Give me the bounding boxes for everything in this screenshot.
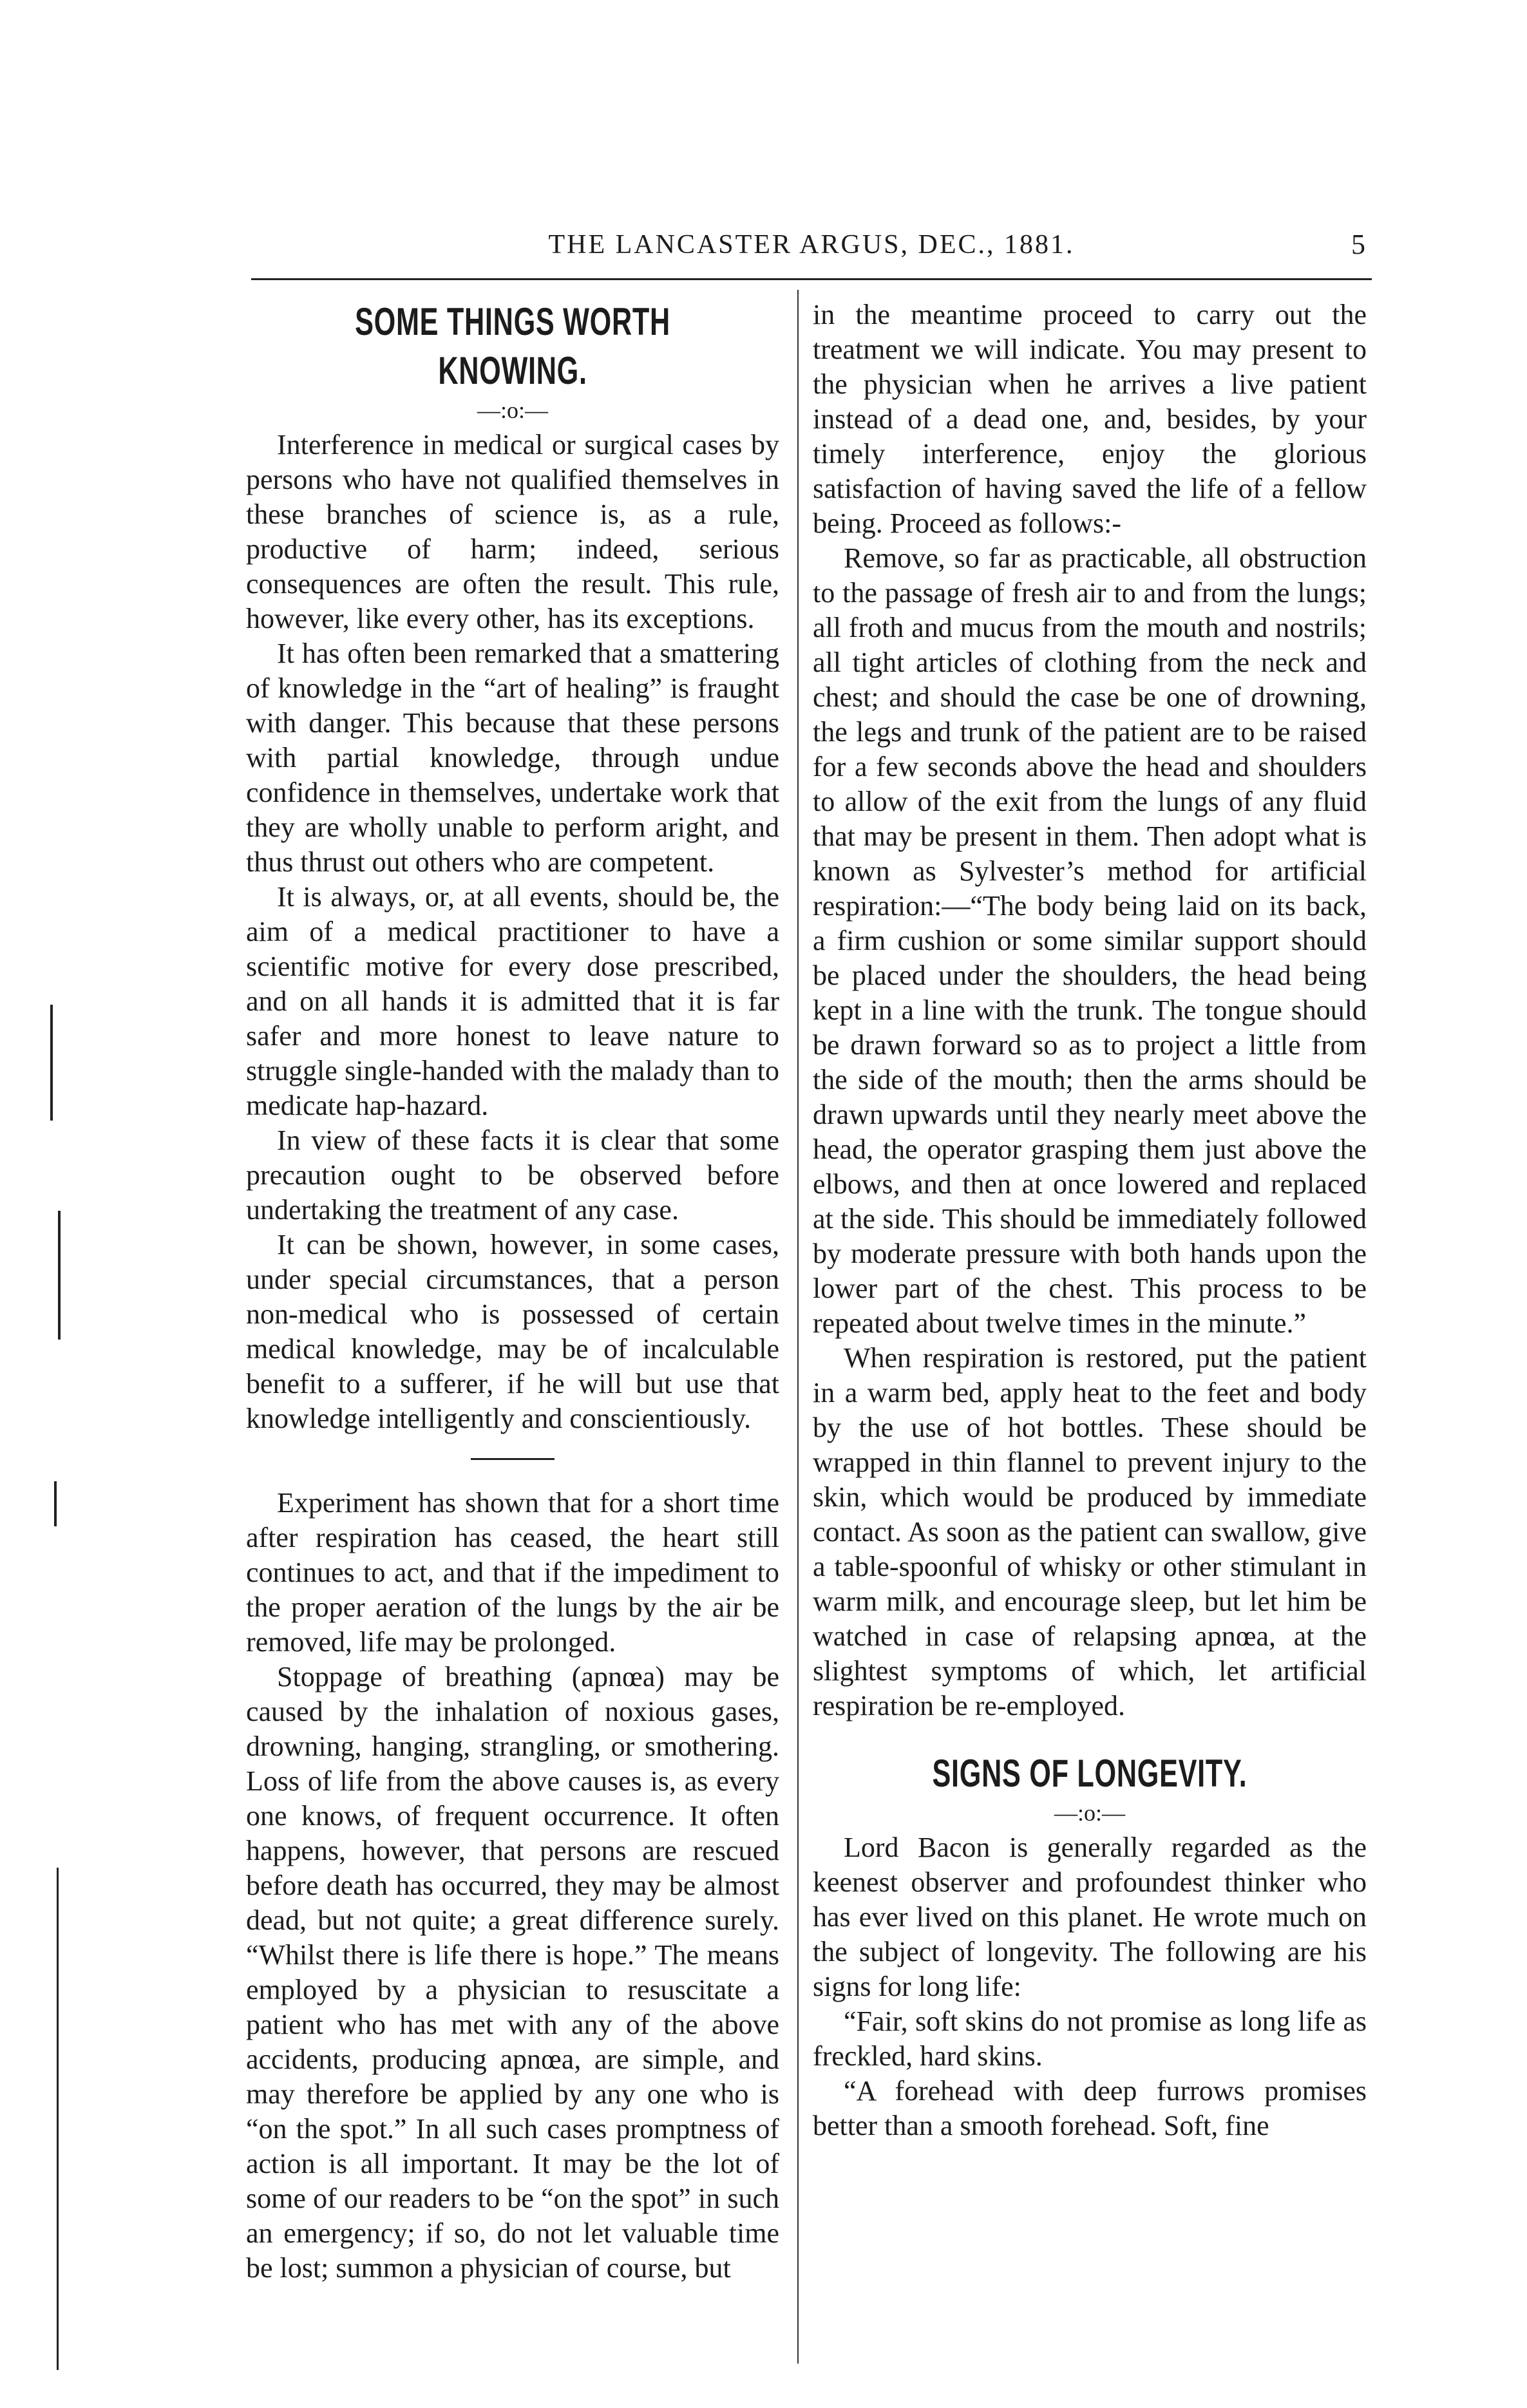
paragraph: When respiration is restored, put the patient in a warm bed, apply heat to the feet and body by the use of hot bottles. These should be wrapped in thin flannel to prevent injury to the skin, which would be produced by immediate contact. As soon as the patient can swallow, give a table-spoonful of whisky or other stimulant in warm milk, and encourage sleep, but let him be watched in case of relapsing apnœa, at the slightest symptoms of which, let artificial respiration be re-employed. [813,1342,1367,1721]
margin-mark [50,1005,53,1121]
article-title: SOME THINGS WORTH KNOWING. [355,300,670,392]
paragraph: Stoppage of breathing (apnœa) may be caused by the inhalation of noxious gases, drowning, hanging, strangling, or smothering. Loss of life from the above causes is, as every one knows, of frequent occurrence. It often happens, however, that persons are rescued before death has occurred, they may be almost dead, but not quite; a great difference surely. “Whilst there is life there is hope.” The means employed by a physician to resuscitate a patient who has met with any of the above accidents, producing apnœa, are simple, and may therefore be applied by any one who is “on the spot.” In all such cases promptness of action is all important. It may be the lot of some of our readers to be “on the spot” in such an emergency; if so, do not let valuable time be lost; summon a physician of course, but [246,1661,779,2284]
paragraph: It can be shown, however, in some cases, under special circumstances, that a person non-medical who is possessed of certain medical knowledge, may be of incalculable benefit to a sufferer, if he will but use that knowledge intelligently and conscientiously. [246,1229,779,1434]
paragraph: Experiment has shown that for a short time after respiration has ceased, the heart still continues to act, and that if the impediment to the proper aeration of the lungs by the air be removed, life may be prolonged. [246,1487,779,1658]
paragraph: Remove, so far as practicable, all obstruction to the passage of fresh air to and from the lungs; all froth and mucus from the mouth and nostrils; all tight articles of clothing from the neck and chest; and should the case be one of drowning, the legs and trunk of the patient are to be raised for a few seconds above the head and shoulders to allow of the exit from the lungs of any fluid that may be present in them. Then adopt what is known as Sylvester’s method for artificial respiration:—“The body being laid on its back, a firm cushion or some similar support should be placed under the shoulders, the head being kept in a line with the trunk. The tongue should be drawn forward so as to project a little from the side of the mouth; then the arms should be drawn upwards until they nearly meet above the head, the operator grasping them just above the elbows, and then at once lowered and replaced at the side. This should be immediately followed by moderate pressure with both hands upon the lower part of the chest. This process to be repeated about twelve times in the minute.” [813,542,1367,1339]
margin-mark [57,1868,59,2370]
paragraph: Lord Bacon is generally regarded as the keenest observer and profoundest thinker who has ever lived on this planet. He wrote much on the subject of longevity. The following are his signs for long life: [813,1832,1367,2002]
paragraph: “A forehead with deep furrows promises better than a smooth forehead. Soft, fine [813,2075,1367,2141]
page-number: 5 [1351,229,1365,260]
paragraph: It has often been remarked that a smattering of knowledge in the “art of healing” is fraught with danger. This because that these persons with partial knowledge, through undue confidence in themselves, undertake work that they are wholly unable to perform aright, and thus thrust out others who are competent. [246,638,779,878]
paragraph: “Fair, soft skins do not promise as long life as freckled, hard skins. [813,2005,1367,2072]
running-header: THE LANCASTER ARGUS, DEC., 1881. [548,230,1075,260]
paragraph: It is always, or, at all events, should be, the aim of a medical practitioner to have a scientific motive for every dose prescribed, and on all hands it is admitted that it is far safer and more honest to leave nature to struggle single-handed with the malady than to medicate hap-hazard. [246,881,779,1121]
section-separator [471,1458,555,1460]
paragraph: in the meantime proceed to carry out the treatment we will indicate. You may present to the physician when he arrives a live patient instead of a dead one, and, besides, by your timely interference, enjoy the glorious satisfaction of having saved the life of a fellow being. Proceed as follows:- [813,299,1367,539]
right-column [813,298,1367,2378]
margin-mark [58,1211,61,1340]
paragraph: In view of these facts it is clear that some precaution ought to be observed before undertaking the treatment of any case. [246,1124,779,1226]
header-rule [251,278,1372,280]
paragraph: Interference in medical or surgical cases by persons who have not qualified themselves in these branches of science is, as a rule, productive of harm; indeed, serious consequences are often the result. This rule, however, like every other, has its exceptions. [246,429,779,634]
column-divider [797,290,799,2364]
margin-mark [54,1481,57,1526]
article-title: SIGNS OF LONGEVITY. [932,1752,1247,1795]
title-ornament: —:o:— [1054,1800,1125,1826]
left-column [246,298,779,2378]
title-ornament: —:o:— [477,397,548,423]
